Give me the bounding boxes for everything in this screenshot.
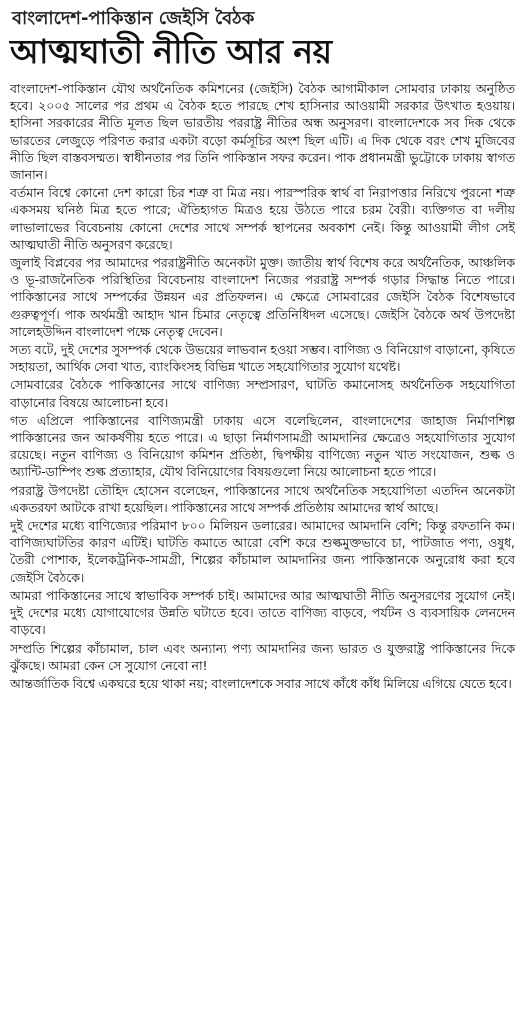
article-paragraph: দুই দেশের মধ্যে বাণিজ্যের পরিমাণ ৮০০ মিলিয়ন ডলারের। আমাদের আমদানি বেশি; কিন্তু রফতানি কম। বাণিজ্যঘাটতির কারণ এটিই। ঘাটতি কমাতে আরো বেশি করে শুল্কমুক্তভাবে চা, পাটজাত পণ্য, ওষুধ, তৈরী পোশাক, ইলেকট্রনিক-সামগ্রী, শিল্পের কাঁচামাল আমদানির জন্য পাকিস্তানকে অনুরোধ করা হবে জেইসি বৈঠকে।	[10, 518, 515, 585]
article-paragraph: জুলাই বিপ্লবের পর আমাদের পররাষ্ট্রনীতি অনেকটা মুক্ত। জাতীয় স্বার্থ বিশেষ করে অর্থনৈতিক, আঞ্চলিক ও ভূ-রাজনৈতিক পরিস্থিতির বিবেচনায় বাংলাদেশ নিজের পররাষ্ট্র সম্পর্ক গড়ার সিদ্ধান্ত নিতে পারে। পাকিস্তানের সাথে সম্পর্কের উন্নয়ন এর প্রতিফলন। এ ক্ষেত্রে সোমবারের জেইসি বৈঠক বিশেষভাবে গুরুত্বপূর্ণ। পাক অর্থমন্ত্রী আহাদ খান চিমার নেতৃত্বে প্রতিনিধিদল এসেছে। জেইসি বৈঠকে অর্থ উপদেষ্টা সালেহউদ্দিন বাংলাদেশ পক্ষে নেতৃত্ব দেবেন।	[10, 255, 515, 339]
article-kicker: বাংলাদেশ-পাকিস্তান জেইসি বৈঠক	[12, 8, 255, 29]
article-paragraph: সোমবারের বৈঠকে পাকিস্তানের সাথে বাণিজ্য সম্প্রসারণ, ঘাটতি কমানোসহ অর্থনৈতিক সহযোগিতা বাড়ানোর বিষয়ে আলোচনা হবে।	[10, 377, 515, 410]
article-paragraph: আন্তর্জাতিক বিশ্বে একঘরে হয়ে থাকা নয়; বাংলাদেশকে সবার সাথে কাঁধে কাঁধ মিলিয়ে এগিয়ে যেতে হবে।	[10, 675, 512, 691]
article-paragraph: বর্তমান বিশ্বে কোনো দেশ কারো চির শত্রু বা মিত্র নয়। পারস্পরিক স্বার্থ বা নিরাপত্তার নিরিখে পুরনো শত্রু একসময় ঘনিষ্ঠ মিত্র হতে পারে; ঐতিহ্যগত মিত্রও হয়ে উঠতে পারে চরম বৈরী। ব্যক্তিগত বা দলীয় লাভালাভের বিবেচনায় কোনো দেশের সাথে সম্পর্ক স্থাপনের অবকাশ নেই। কিন্তু আওয়ামী লীগ সেই আত্মঘাতী নীতি অনুসরণ করেছে।	[10, 185, 515, 252]
article-headline: আত্মঘাতী নীতি আর নয়	[10, 32, 332, 71]
article-paragraph: আমরা পাকিস্তানের সাথে স্বাভাবিক সম্পর্ক চাই। আমাদের আর আত্মঘাতী নীতি অনুসরণের সুযোগ নেই। দুই দেশের মধ্যে যোগাযোগের উন্নতি ঘটাতে হবে। তাতে বাণিজ্য বাড়বে, পর্যটন ও ব্যবসায়িক লেনদেন বাড়বে।	[10, 587, 515, 638]
article-paragraph: বাংলাদেশ-পাকিস্তান যৌথ অর্থনৈতিক কমিশনের (জেইসি) বৈঠক আগামীকাল সোমবার ঢাকায় অনুষ্ঠিত হবে। ২০০৫ সালের পর প্রথম এ বৈঠক হতে পারছে শেখ হাসিনার আওয়ামী সরকার উৎখাত হওয়ায়। হাসিনা সরকারের নীতি মূলত ছিল ভারতীয় পররাষ্ট্র নীতির অন্ধ অনুসরণ। বাংলাদেশকে সব দিক থেকে ভারতের লেজুড়ে পরিণত করার একটা বড়ো কর্মসূচির অংশ ছিল এটি। এ দিক থেকে বরং শেখ মুজিবের নীতি ছিল বাস্তবসম্মত। স্বাধীনতার পর তিনি পাকিস্তান সফর করেন। পাক প্রধানমন্ত্রী ভুট্টোকে ঢাকায় স্বাগত জানান।	[10, 81, 515, 183]
article-paragraph: সম্প্রতি শিল্পের কাঁচামাল, চাল এবং অন্যান্য পণ্য আমদানির জন্য ভারত ও যুক্তরাষ্ট্র পাকিস্তানের দিকে ঝুঁকছে। আমরা কেন সে সুযোগ নেবো না!	[10, 640, 515, 673]
article-paragraph: পররাষ্ট্র উপদেষ্টা তৌহিদ হোসেন বলেছেন, পাকিস্তানের সাথে অর্থনৈতিক সহযোগিতা এতদিন অনেকটা একতরফা আটকে রাখা হয়েছিল। পাকিস্তানের সাথে সম্পর্ক প্রতিষ্ঠায় আমাদের স্বার্থ আছে।	[10, 482, 515, 515]
article-body	[10, 80, 515, 692]
article-paragraph: গত এপ্রিলে পাকিস্তানের বাণিজ্যমন্ত্রী ঢাকায় এসে বলেছিলেন, বাংলাদেশের জাহাজ নির্মাণশিল্প পাকিস্তানের জন আকর্ষণীয় হতে পারে। এ ছাড়া নির্মাণসামগ্রী আমদানির ক্ষেত্রেও সহযোগিতার সুযোগ রয়েছে। নতুন বাণিজ্য ও বিনিয়োগ কমিশন প্রতিষ্ঠা, দ্বিপক্ষীয় বাণিজ্যে নতুন খাত সংযোজন, শুল্ক ও অ্যান্টি-ডাম্পিং শুল্ক প্রত্যাহার, যৌথ বিনিয়োগের বিষয়গুলো নিয়ে আলোচনা হতে পারে।	[10, 412, 515, 480]
article-paragraph: সত্য বটে, দুই দেশের সুসম্পর্ক থেকে উভয়ের লাভবান হওয়া সম্ভব। বাণিজ্য ও বিনিয়োগ বাড়ানো, কৃষিতে সহায়তা, আর্থিক সেবা খাত, ব্যাংকিংসহ বিভিন্ন খাতে সহযোগিতার সুযোগ যথেষ্ট।	[10, 342, 515, 375]
